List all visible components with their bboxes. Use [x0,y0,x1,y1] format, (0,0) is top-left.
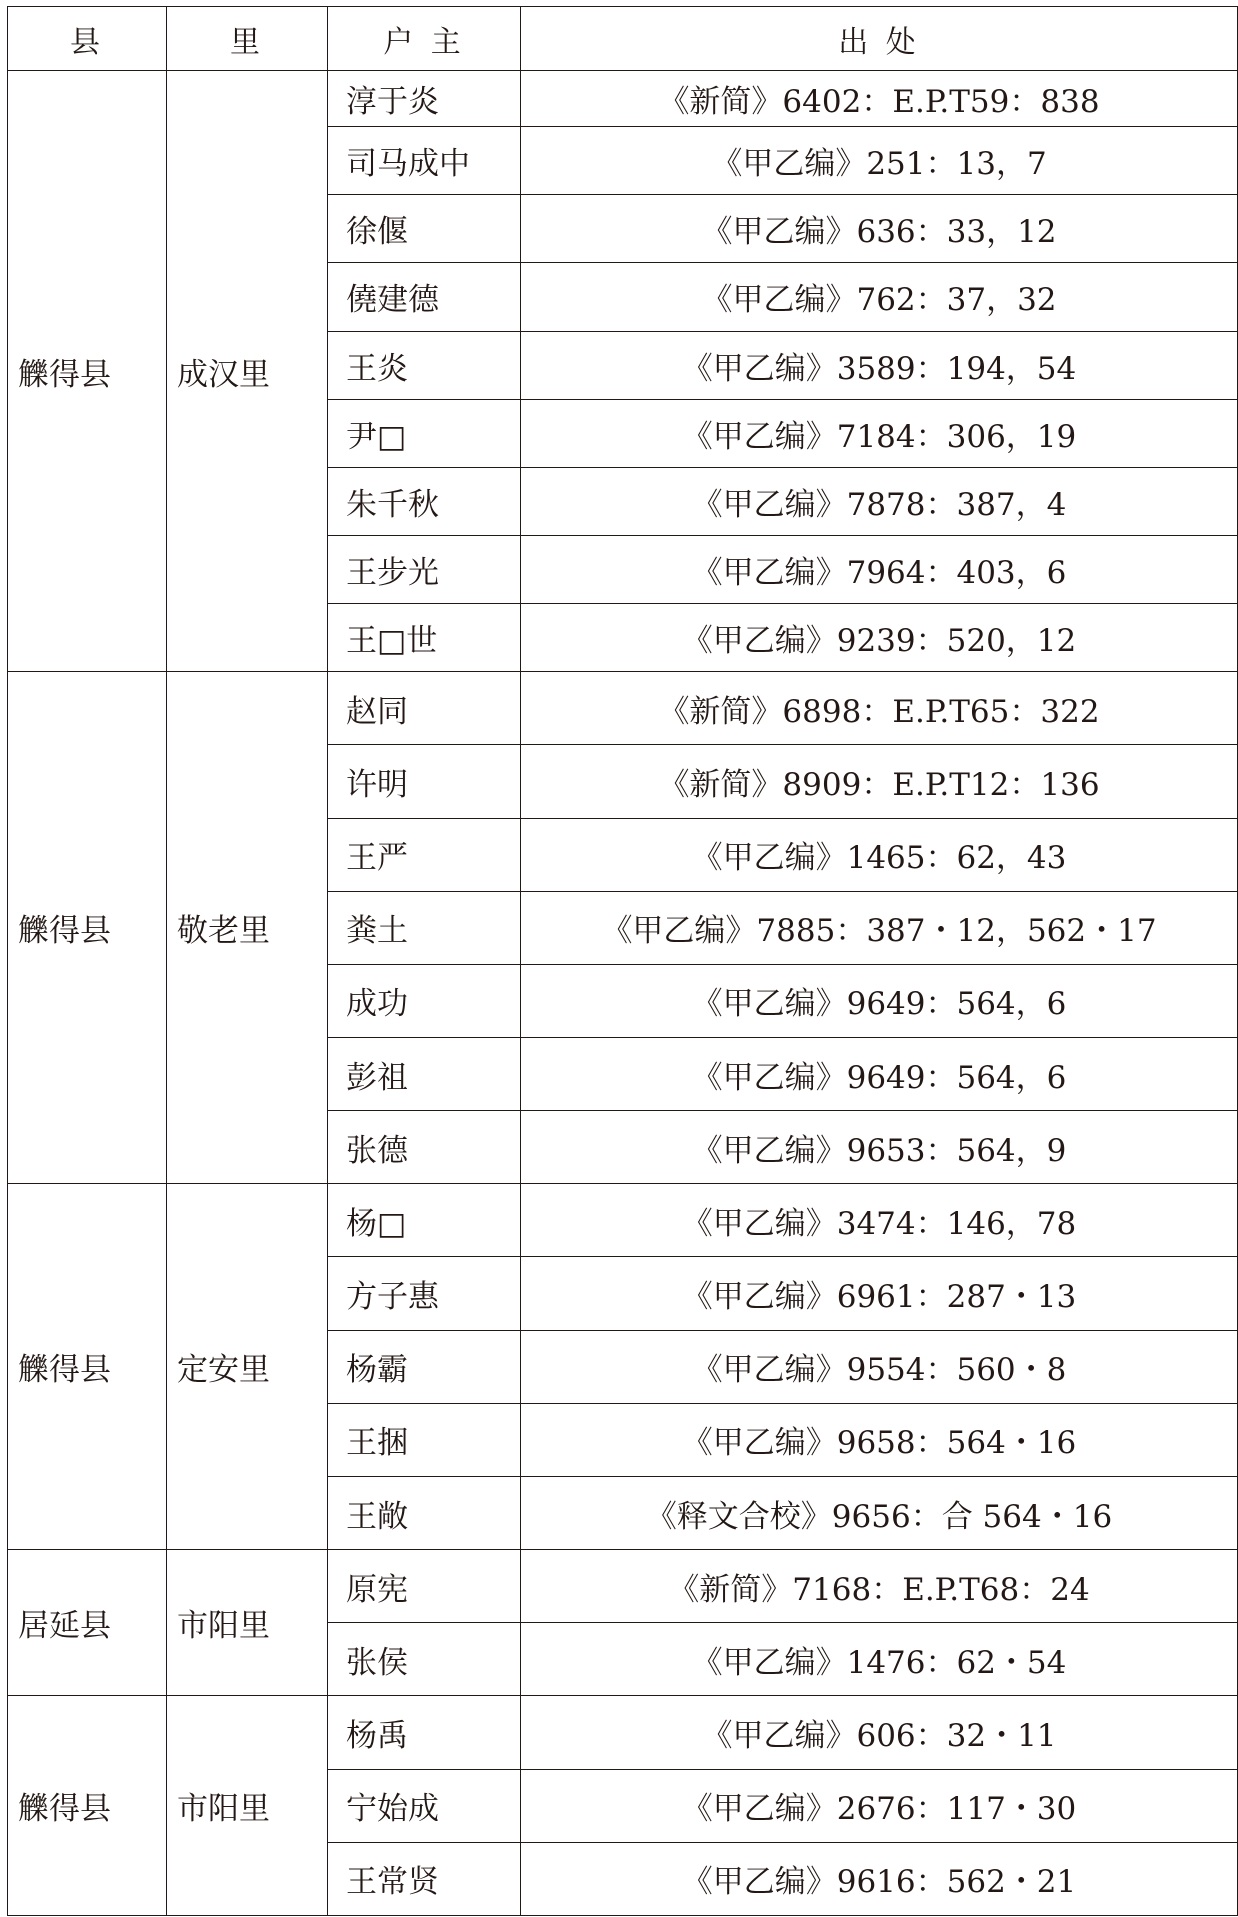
village-cell: 成汉里 [167,71,328,672]
source-cell: 《新简》6402：E.P.T59：838 [521,71,1238,127]
source-cell: 《甲乙编》1465：62，43 [521,818,1238,891]
county-cell: 觻得县 [8,1184,167,1550]
owner-cell: 僥建德 [328,263,521,331]
owner-cell: 朱千秋 [328,467,521,535]
source-cell: 《甲乙编》7878：387，4 [521,467,1238,535]
source-cell: 《甲乙编》7184：306，19 [521,399,1238,467]
source-cell: 《甲乙编》606：32・11 [521,1696,1238,1769]
source-cell: 《甲乙编》9649：564，6 [521,1038,1238,1111]
source-cell: 《甲乙编》1476：62・54 [521,1623,1238,1696]
owner-cell: 宁始成 [328,1769,521,1842]
table-header [8,7,1238,71]
owner-cell: 原宪 [328,1550,521,1623]
source-cell: 《新简》7168：E.P.T68：24 [521,1550,1238,1623]
source-cell: 《甲乙编》7964：403，6 [521,535,1238,603]
source-cell: 《甲乙编》7885：387・12，562・17 [521,891,1238,964]
owner-cell: 张侯 [328,1623,521,1696]
table-row [8,71,1238,127]
source-cell: 《释文合校》9656：合 564・16 [521,1476,1238,1549]
source-cell: 《甲乙编》3474：146，78 [521,1184,1238,1257]
source-cell: 《甲乙编》9616：562・21 [521,1842,1238,1915]
county-cell: 觻得县 [8,672,167,1184]
table-row [8,672,1238,745]
table-body [8,71,1238,1916]
header-county: 县 [8,7,167,71]
county-cell: 觻得县 [8,71,167,672]
table-row [8,1696,1238,1769]
owner-cell: 彭祖 [328,1038,521,1111]
source-cell: 《新简》8909：E.P.T12：136 [521,745,1238,818]
source-cell: 《甲乙编》762：37，32 [521,263,1238,331]
owner-cell: 王敞 [328,1476,521,1549]
owner-cell: 粪土 [328,891,521,964]
owner-cell: 王严 [328,818,521,891]
source-cell: 《甲乙编》9554：560・8 [521,1330,1238,1403]
source-cell: 《甲乙编》2676：117・30 [521,1769,1238,1842]
owner-cell: 方子惠 [328,1257,521,1330]
owner-cell: 张德 [328,1111,521,1184]
owner-cell: 许明 [328,745,521,818]
source-cell: 《甲乙编》251：13，7 [521,127,1238,195]
header-source: 出 处 [521,7,1238,71]
household-records-table [7,6,1238,1916]
village-cell: 市阳里 [167,1550,328,1696]
village-cell: 市阳里 [167,1696,328,1916]
owner-cell: 淳于炎 [328,71,521,127]
owner-cell: 王步光 [328,535,521,603]
owner-cell: 尹□ [328,399,521,467]
owner-cell: 王炎 [328,331,521,399]
source-cell: 《甲乙编》9649：564，6 [521,964,1238,1037]
owner-cell: 赵同 [328,672,521,745]
owner-cell: 成功 [328,964,521,1037]
owner-cell: 杨□ [328,1184,521,1257]
owner-cell: 王常贤 [328,1842,521,1915]
village-cell: 定安里 [167,1184,328,1550]
source-cell: 《甲乙编》9653：564，9 [521,1111,1238,1184]
header-row [8,7,1238,71]
owner-cell: 司马成中 [328,127,521,195]
table-row [8,1550,1238,1623]
table-row [8,1184,1238,1257]
owner-cell: 杨禹 [328,1696,521,1769]
county-cell: 觻得县 [8,1696,167,1916]
source-cell: 《新简》6898：E.P.T65：322 [521,672,1238,745]
header-owner: 户 主 [328,7,521,71]
source-cell: 《甲乙编》9239：520，12 [521,604,1238,672]
source-cell: 《甲乙编》6961：287・13 [521,1257,1238,1330]
source-cell: 《甲乙编》9658：564・16 [521,1403,1238,1476]
owner-cell: 王捆 [328,1403,521,1476]
owner-cell: 王□世 [328,604,521,672]
owner-cell: 徐偃 [328,195,521,263]
village-cell: 敬老里 [167,672,328,1184]
source-cell: 《甲乙编》3589：194，54 [521,331,1238,399]
source-cell: 《甲乙编》636：33，12 [521,195,1238,263]
owner-cell: 杨霸 [328,1330,521,1403]
county-cell: 居延县 [8,1550,167,1696]
header-village: 里 [167,7,328,71]
